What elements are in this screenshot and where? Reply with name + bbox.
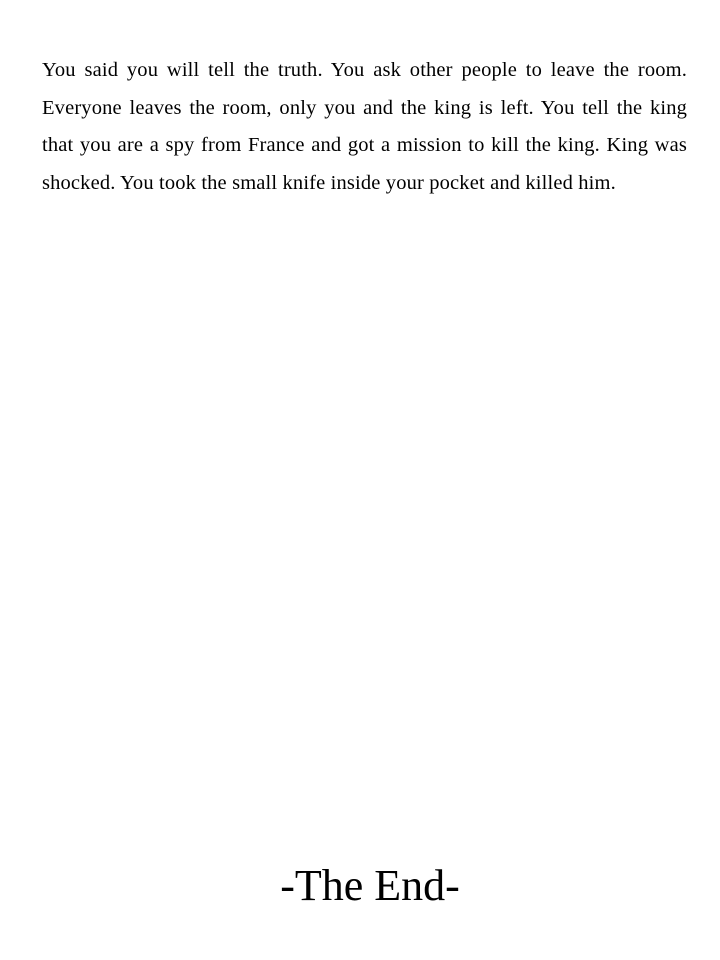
story-paragraph: You said you will tell the truth. You ask other people to leave the room. Everyone leaves the room, only you and the king is left. You tell the king that you are a spy from France and got a mission to kill the king. King was shocked. You took the small knife inside your pocket and killed him. xyxy=(42,59,687,194)
the-end-heading: -The End- xyxy=(280,861,460,910)
